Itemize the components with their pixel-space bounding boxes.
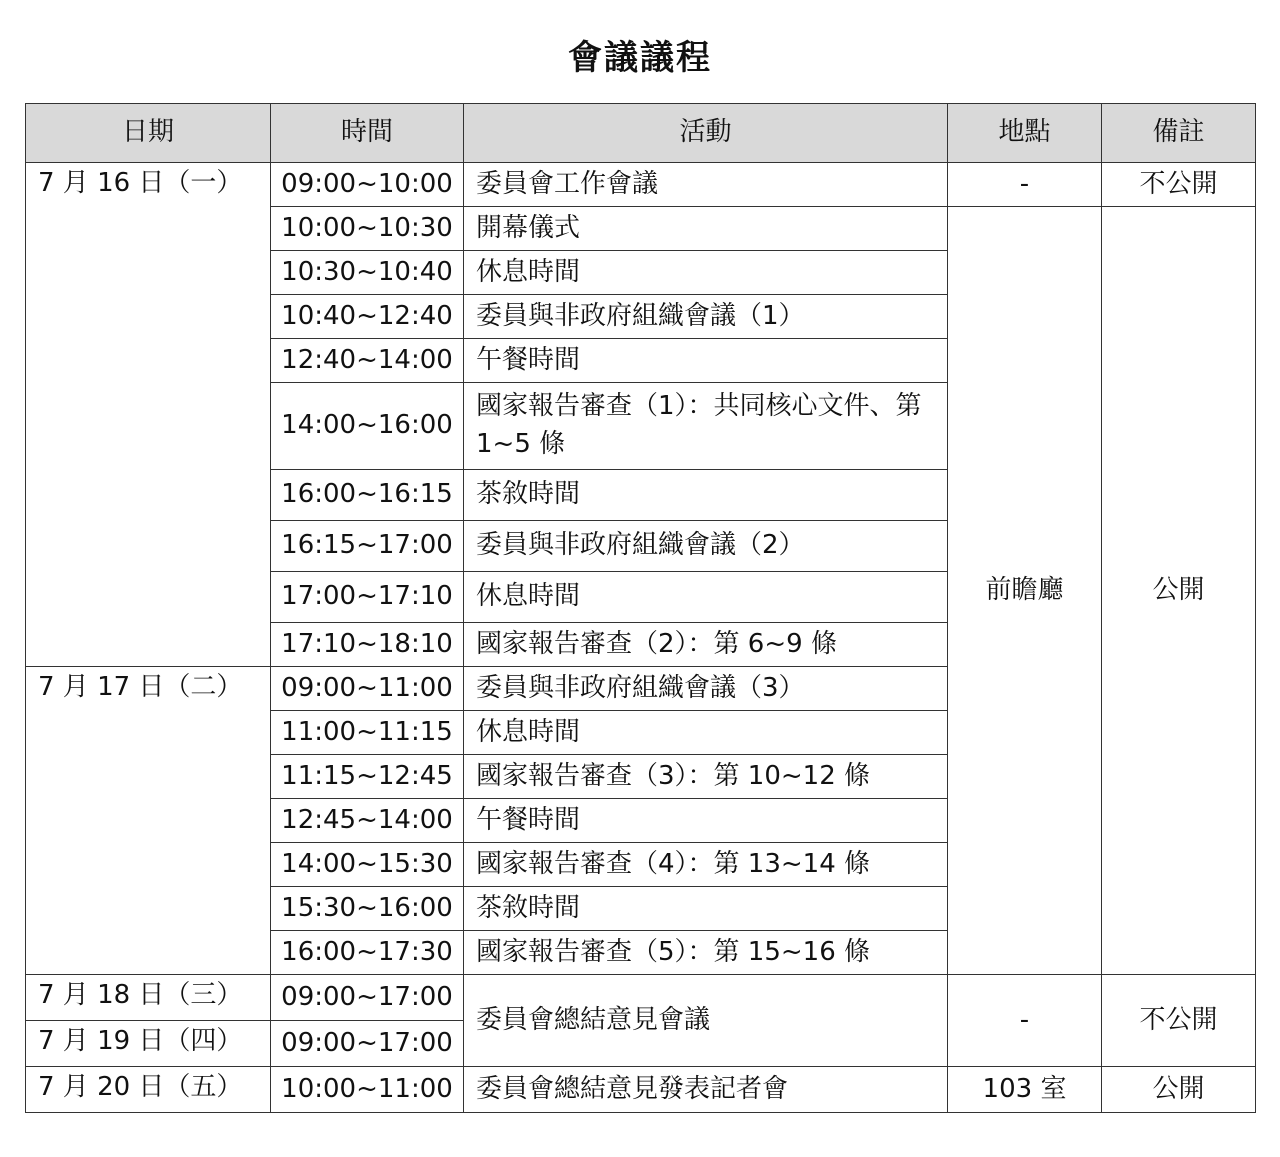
table-row	[26, 1067, 1256, 1113]
location-cell: 前瞻廳	[948, 207, 1102, 975]
time-cell: 09:00~10:00	[271, 163, 464, 207]
activity-cell: 委員與非政府組織會議（2）	[464, 521, 948, 572]
activity-cell: 國家報告審查（4）：第 13~14 條	[464, 843, 948, 887]
activity-cell: 休息時間	[464, 711, 948, 755]
activity-cell: 茶敘時間	[464, 887, 948, 931]
date-cell: 7 月 18 日（三）	[26, 975, 271, 1021]
time-cell: 11:15~12:45	[271, 755, 464, 799]
activity-cell: 茶敘時間	[464, 470, 948, 521]
time-cell: 16:00~16:15	[271, 470, 464, 521]
activity-cell: 國家報告審查（5）：第 15~16 條	[464, 931, 948, 975]
note-cell: 不公開	[1102, 975, 1256, 1067]
activity-cell: 委員會工作會議	[464, 163, 948, 207]
table-row	[26, 975, 1256, 1021]
time-cell: 10:40~12:40	[271, 295, 464, 339]
time-cell: 16:15~17:00	[271, 521, 464, 572]
activity-cell: 休息時間	[464, 251, 948, 295]
header-date: 日期	[26, 104, 271, 163]
time-cell: 15:30~16:00	[271, 887, 464, 931]
time-cell: 09:00~11:00	[271, 667, 464, 711]
activity-cell: 午餐時間	[464, 799, 948, 843]
time-cell: 10:00~10:30	[271, 207, 464, 251]
location-cell: -	[948, 975, 1102, 1067]
time-cell: 10:00~11:00	[271, 1067, 464, 1113]
agenda-table	[25, 103, 1256, 1113]
activity-cell: 委員與非政府組織會議（1）	[464, 295, 948, 339]
header-row	[26, 104, 1256, 163]
time-cell: 14:00~16:00	[271, 383, 464, 470]
header-note: 備註	[1102, 104, 1256, 163]
note-cell: 公開	[1102, 1067, 1256, 1113]
header-activity: 活動	[464, 104, 948, 163]
time-cell: 14:00~15:30	[271, 843, 464, 887]
time-cell: 17:00~17:10	[271, 572, 464, 623]
date-cell: 7 月 17 日（二）	[26, 667, 271, 975]
table-row	[26, 163, 1256, 207]
header-location: 地點	[948, 104, 1102, 163]
time-cell: 12:40~14:00	[271, 339, 464, 383]
activity-cell: 委員會總結意見發表記者會	[464, 1067, 948, 1113]
activity-cell: 委員會總結意見會議	[464, 975, 948, 1067]
time-cell: 17:10~18:10	[271, 623, 464, 667]
time-cell: 16:00~17:30	[271, 931, 464, 975]
location-cell: -	[948, 163, 1102, 207]
activity-cell: 委員與非政府組織會議（3）	[464, 667, 948, 711]
note-cell: 公開	[1102, 207, 1256, 975]
date-cell: 7 月 19 日（四）	[26, 1021, 271, 1067]
activity-cell: 開幕儀式	[464, 207, 948, 251]
activity-cell: 國家報告審查（1）：共同核心文件、第 1~5 條	[464, 383, 948, 470]
header-time: 時間	[271, 104, 464, 163]
activity-cell: 休息時間	[464, 572, 948, 623]
activity-cell: 國家報告審查（2）：第 6~9 條	[464, 623, 948, 667]
time-cell: 09:00~17:00	[271, 1021, 464, 1067]
activity-cell: 國家報告審查（3）：第 10~12 條	[464, 755, 948, 799]
time-cell: 10:30~10:40	[271, 251, 464, 295]
note-cell: 不公開	[1102, 163, 1256, 207]
activity-cell: 午餐時間	[464, 339, 948, 383]
date-cell: 7 月 20 日（五）	[26, 1067, 271, 1113]
time-cell: 12:45~14:00	[271, 799, 464, 843]
time-cell: 11:00~11:15	[271, 711, 464, 755]
location-cell: 103 室	[948, 1067, 1102, 1113]
time-cell: 09:00~17:00	[271, 975, 464, 1021]
page-title: 會議議程	[568, 38, 712, 78]
date-cell: 7 月 16 日（一）	[26, 163, 271, 667]
